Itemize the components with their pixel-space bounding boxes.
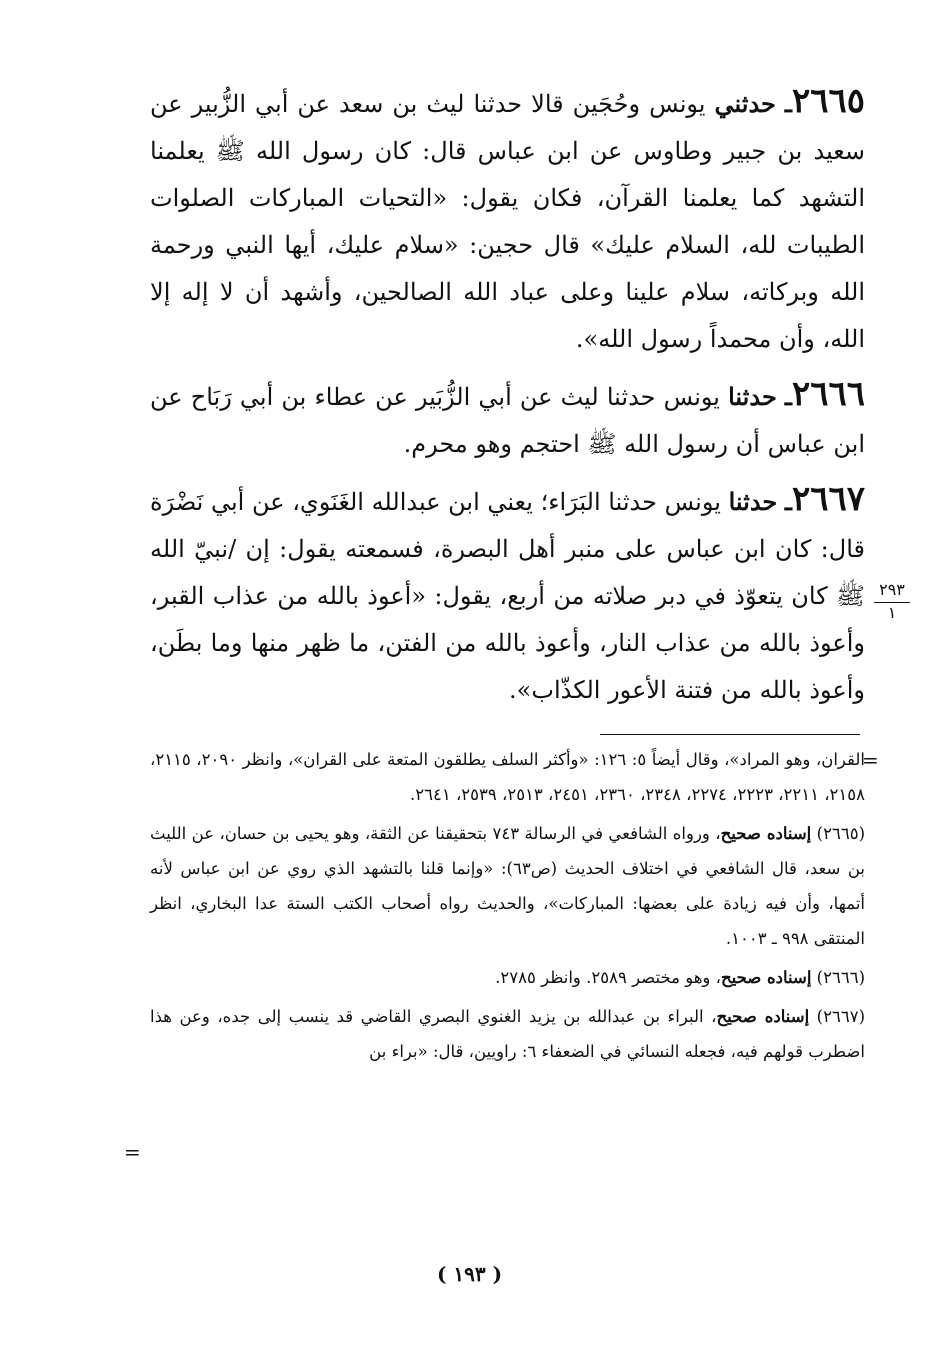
margin-ref-part: ١ <box>887 603 897 622</box>
footnote-number: (٢٦٦٦) <box>816 968 865 987</box>
footnote-body: ، ورواه الشافعي في الرسالة ٧٤٣ بتحقيقنا عن الثقة، وهو يحيى بن حسان، عن الليث بن سعد، قال الشافعي في اختلاف الحديث (ص٦٣): «وإنما قلنا بالتشهد الذي روي عن ابن عباس لأنه أتمها، وأن فيه زيادة على بعضها: المباركات»، والحديث رواه أصحاب الكتب الستة عدا البخاري، انظر المنتقى ٩٩٨ ـ ١٠٠٣. <box>150 824 865 948</box>
footnote-grading: إسناده صحيح <box>716 1007 810 1026</box>
hadith-opening: حدثنا <box>728 382 777 411</box>
page-number: ( ١٩٣ ) <box>436 1262 503 1286</box>
hadith-body: يونس وحُجَين قالا حدثنا ليث بن سعد عن أبي الزُّبير عن سعيد بن جبير وطاوس عن ابن عباس قال: كان رسول الله ﷺ يعلمنا التشهد كما يعلمنا القرآن، فكان يقول: «التحيات المباركات الصلوات الطيبات لله، السلام عليك» قال حجين: «سلام عليك، أيها النبي ورحمة الله وبركاته، سلام علينا وعلى عباد الله الصالحين، وأشهد أن لا إله إلا الله، وأن محمداً رسول الله». <box>150 90 865 353</box>
footnote-divider <box>600 734 860 735</box>
footnote-continuation: القران، وهو المراد»، وقال أيضاً ٥: ١٢٦: «وأكثر السلف يطلقون المتعة على القران»، وانظر ٢٠٩٠، ٢١١٥، ٢١٥٨، ٢٢١١، ٢٢٢٣، ٢٢٧٤، ٢٣٤٨، ٢٣٦٠، ٢٤٥١، ٢٥١٣، ٢٥٣٩، ٢٦٤١. <box>150 750 865 804</box>
hadith-2665: ٢٦٦٥ـ حدثني يونس وحُجَين قالا حدثنا ليث بن سعد عن أبي الزُّبير عن سعيد بن جبير وطاوس عن ابن عباس قال: كان رسول الله ﷺ يعلمنا التشهد كما يعلمنا القرآن، فكان يقول: «التحيات المباركات الصلوات الطيبات لله، السلام عليك» قال حجين: «سلام عليك، أيها النبي ورحمة الله وبركاته، سلام علينا وعلى عباد الله الصالحين، وأشهد أن لا إله إلا الله، وأن محمداً رسول الله». <box>150 81 865 353</box>
footnote-continues-mark: = <box>124 1140 141 1164</box>
footnote-body: ، البراء بن عبدالله بن يزيد الغنوي البصري القاضي قد ينسب إلى جده، وعن هذا اضطرب قولهم فيه، فجعله النسائي في الضعفاء ٦: راويين، قال: «براء بن <box>150 1007 865 1061</box>
hadith-2667: ٢٦٦٧ـ حدثنا يونس حدثنا البَرَاء؛ يعني ابن عبدالله الغَنَوي، عن أبي نَضْرَة قال: كان ابن عباس على منبر أهل البصرة، فسمعته يقول: إن /نبيّ الله ﷺ كان يتعوّذ في دبر صلاته من أربع، يقول: «أعوذ بالله من عذاب القبر، وأعوذ بالله من عذاب النار، وأعوذ بالله من الفتن، ما ظهر منها وما بطَن، وأعوذ بالله من فتنة الأعور الكذّاب». <box>150 479 865 704</box>
hadith-number: ٢٦٦٧ <box>791 479 865 519</box>
margin-ref-volume-page: ٢٩٣ <box>874 580 910 603</box>
footnote-2665 <box>150 816 865 956</box>
footnote-2667 <box>150 999 865 1069</box>
footnote-continued-mark: = <box>862 748 879 772</box>
hadith-body: يونس حدثنا البَرَاء؛ يعني ابن عبدالله الغَنَوي، عن أبي نَضْرَة قال: كان ابن عباس على منبر أهل البصرة، فسمعته يقول: إن /نبيّ الله ﷺ كان يتعوّذ في دبر صلاته من أربع، يقول: «أعوذ بالله من عذاب القبر، وأعوذ بالله من عذاب النار، وأعوذ بالله من الفتن، ما ظهر منها وما بطَن، وأعوذ بالله من فتنة الأعور الكذّاب». <box>150 488 865 704</box>
footnote-grading: إسناده صحيح <box>720 968 812 987</box>
hadith-opening: حدثني <box>714 89 776 118</box>
hadith-opening: حدثنا <box>728 487 778 516</box>
hadith-number: ٢٦٦٥ <box>791 81 865 121</box>
hadith-text-block <box>150 78 865 722</box>
hadith-body: يونس حدثنا ليث عن أبي الزُّبَير عن عطاء بن أبي رَبَاح عن ابن عباس أن رسول الله ﷺ احتجم وهو محرم. <box>150 383 865 458</box>
footnote-number: (٢٦٦٥) <box>816 824 865 843</box>
footnote-body: ، وهو مختصر ٢٥٨٩. وانظر ٢٧٨٥. <box>495 968 721 987</box>
footnotes-block <box>150 742 865 1073</box>
footnote-grading: إسناده صحيح <box>720 824 812 843</box>
margin-reference <box>874 580 910 623</box>
footnote-2666 <box>150 960 865 995</box>
hadith-number: ٢٦٦٦ <box>791 374 865 414</box>
footnote-number: (٢٦٦٧) <box>816 1007 865 1026</box>
hadith-2666: ٢٦٦٦ـ حدثنا يونس حدثنا ليث عن أبي الزُّبَير عن عطاء بن أبي رَبَاح عن ابن عباس أن رسول الله ﷺ احتجم وهو محرم. <box>150 374 865 458</box>
